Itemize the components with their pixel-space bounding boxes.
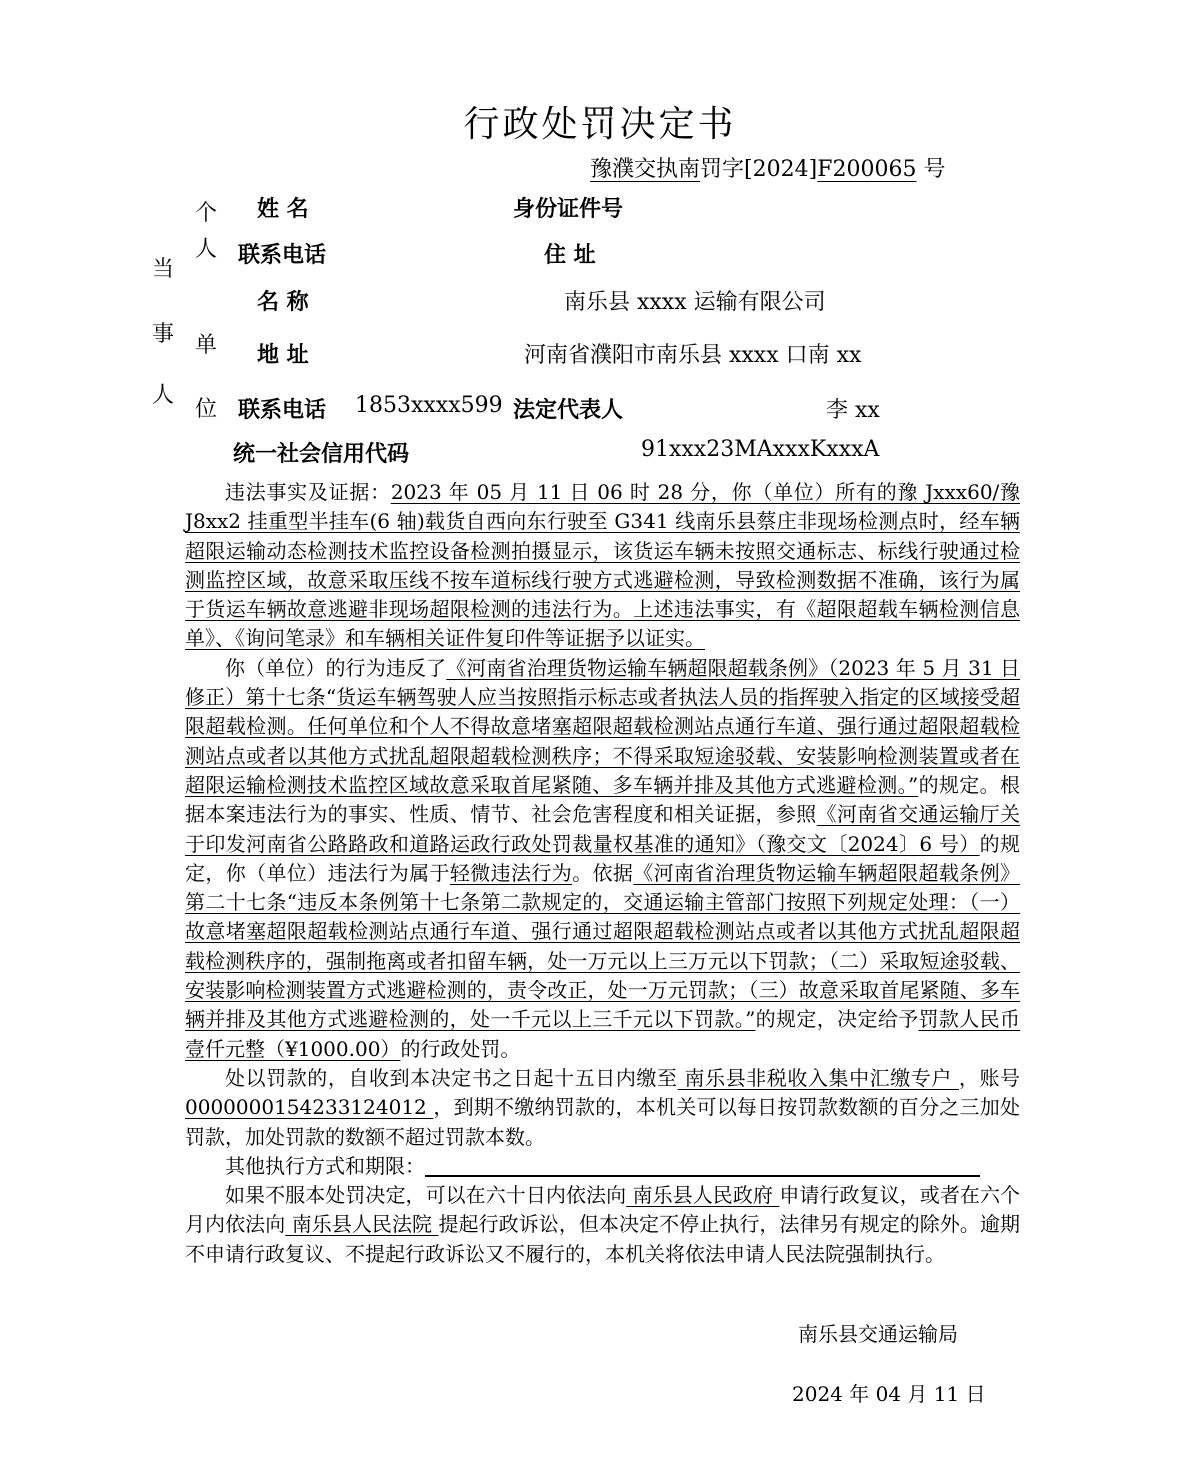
appeal-text-b: 申请行政复议，或者在六个月内依法向 <box>185 1183 1021 1237</box>
document-number <box>590 152 945 183</box>
other-execution-label: 其他执行方式和期限： <box>225 1153 425 1178</box>
credit-code-value: 91xxx23MAxxxKxxxA <box>641 437 880 462</box>
individual-phone-label: 联系电话 <box>238 242 327 268</box>
appeal-text-c: 提起行政诉讼，但本决定不停止执行，法律另有规定的除外。逾期不申请行政复议、不提起行政诉讼又不履行的，本机关将依法申请人民法院强制执行。 <box>185 1212 1021 1266</box>
individual-address-label: 住 址 <box>544 242 596 268</box>
individual-label-char-2: 人 <box>195 237 218 262</box>
penalty-amount: 罚款人民币壹仟元整（¥1000.00） <box>185 1007 1021 1061</box>
payment-text-a: 处以罚款的，自收到本决定书之日起十五日内缴至 <box>225 1065 678 1090</box>
payment-account-number: 0000000154233124012 <box>185 1095 434 1120</box>
credit-code-label: 统一社会信用代码 <box>233 441 410 467</box>
unit-phone-label: 联系电话 <box>238 397 327 423</box>
unit-phone-value: 1853xxxx599 <box>355 393 503 418</box>
issuing-organization: 南乐县交通运输局 <box>798 1322 958 1346</box>
violation-paragraph <box>185 654 1020 1064</box>
individual-id-label: 身份证件号 <box>513 196 624 222</box>
unit-address-value: 河南省濮阳市南乐县 xxxx 口南 xx <box>524 343 862 368</box>
other-execution-blank <box>425 1157 980 1177</box>
unit-address-label: 地 址 <box>257 342 309 368</box>
unit-rep-label: 法定代表人 <box>513 397 624 423</box>
unit-name-label: 名 称 <box>257 289 309 315</box>
party-label-char-2: 事 <box>152 322 175 347</box>
payment-account-name: 南乐县非税收入集中汇缴专户 <box>677 1065 959 1090</box>
doc-suffix: 号 <box>923 157 946 182</box>
violation-text-e: 的规定，决定给予 <box>755 1007 919 1032</box>
payment-text-b: ，账号 <box>958 1065 1021 1090</box>
unit-rep-value: 李 xx <box>826 398 880 423</box>
facts-paragraph <box>185 478 1020 654</box>
unit-label-char-1: 单 <box>195 333 218 358</box>
party-label-char-1: 当 <box>152 257 175 282</box>
unit-name-value: 南乐县 xxxx 运输有限公司 <box>564 290 826 315</box>
doc-year: [2024] <box>744 157 818 182</box>
doc-serial: F200065 <box>817 157 917 182</box>
individual-label-char-1: 个 <box>195 201 218 226</box>
appeal-paragraph <box>185 1181 1020 1269</box>
doc-type: 罚字 <box>700 157 745 182</box>
law-citation-2: 《河南省交通运输厅关于印发河南省公路路政和道路运政行政处罚裁量权基准的通知》（豫交文〔2024〕6 号） <box>185 802 1020 856</box>
violation-text-a: 你（单位）的行为违反了 <box>225 655 447 680</box>
violation-level: 轻微违法行为 <box>449 860 573 885</box>
party-label-char-3: 人 <box>152 383 175 408</box>
law-citation-1: 《河南省治理货物运输车辆超限超载条例》（2023 年 5 月 31 日修正）第十七条“货运车辆驾驶人应当按照指示标志或者执法人员的指挥驶入指定的区域接受超限超载检测。任何单位和个人不得故意堵塞超限超载检测站点通行车道、强行通过超限超载检测站点或者以其他方式扰乱超限超载检测秩序；不得采取短途驳载、安装影响检测装置或者在超限运输检测技术监控区域故意采取首尾紧随、多车辆并排及其他方式逃避检测。” <box>185 655 1021 797</box>
facts-text: 2023 年 05 月 11 日 06 时 28 分，你（单位）所有的豫 Jxxx60/豫 J8xx2 挂重型半挂车(6 轴)载货自西向东行驶至 G341 线南乐县蔡庄非现场检测点时，经车辆超限运输动态检测技术监控设备检测拍摄显示，该货运车辆未按照交通标志、标线行驶通过检测监控区域，故意采取压线不按车道标线行驶方式逃避检测，导致检测数据不准确，该行为属于货运车辆故意逃避非现场超限检测的违法行为。上述违法事实，有《超限超载车辆检测信息单》、《询问笔录》和车辆相关证件复印件等证据予以证实。 <box>185 480 1021 651</box>
issue-date: 2024 年 04 月 11 日 <box>792 1382 986 1406</box>
review-authority: 南乐县人民政府 <box>626 1183 780 1208</box>
payment-text-c: ，到期不缴纳罚款的，本机关可以每日按罚款数额的百分之三加处罚款，加处罚款的数额不超过罚款本数。 <box>185 1095 1021 1149</box>
doc-agency: 豫濮交执南 <box>590 157 701 182</box>
litigation-court: 南乐县人民法院 <box>285 1212 439 1237</box>
unit-label-char-2: 位 <box>195 397 218 422</box>
document-title: 行政处罚决定书 <box>463 104 737 145</box>
payment-paragraph <box>185 1064 1020 1152</box>
facts-label: 违法事实及证据： <box>225 480 391 504</box>
violation-text-d: 。依据 <box>572 860 634 885</box>
other-execution-paragraph <box>185 1152 1020 1181</box>
violation-text-b: 的规定。根据本案违法行为的事实、性质、情节、社会危害程度和相关证据，参照 <box>185 772 1021 827</box>
individual-name-label: 姓 名 <box>257 196 309 222</box>
decision-body <box>185 478 1020 1269</box>
violation-text-c: 的规定，你（单位）违法行为属于 <box>185 831 1021 885</box>
law-citation-3: 《河南省治理货物运输车辆超限超载条例》第二十七条“违反本条例第十七条第二款规定的，交通运输主管部门按照下列规定处理：（一）故意堵塞超限超载检测站点通行车道、强行通过超限超载检测站点或者以其他方式扰乱超限超载检测秩序的，强制拖离或者扣留车辆，处一万元以上三万元以下罚款；（二）采取短途驳载、安装影响检测装置方式逃避检测的，责令改正，处一万元罚款；（三）故意采取首尾紧随、多车辆并排及其他方式逃避检测的，处一千元以上三千元以下罚款。” <box>185 860 1020 1032</box>
appeal-text-a: 如果不服本处罚决定，可以在六十日内依法向 <box>225 1183 627 1208</box>
violation-text-f: 的行政处罚。 <box>400 1036 521 1061</box>
